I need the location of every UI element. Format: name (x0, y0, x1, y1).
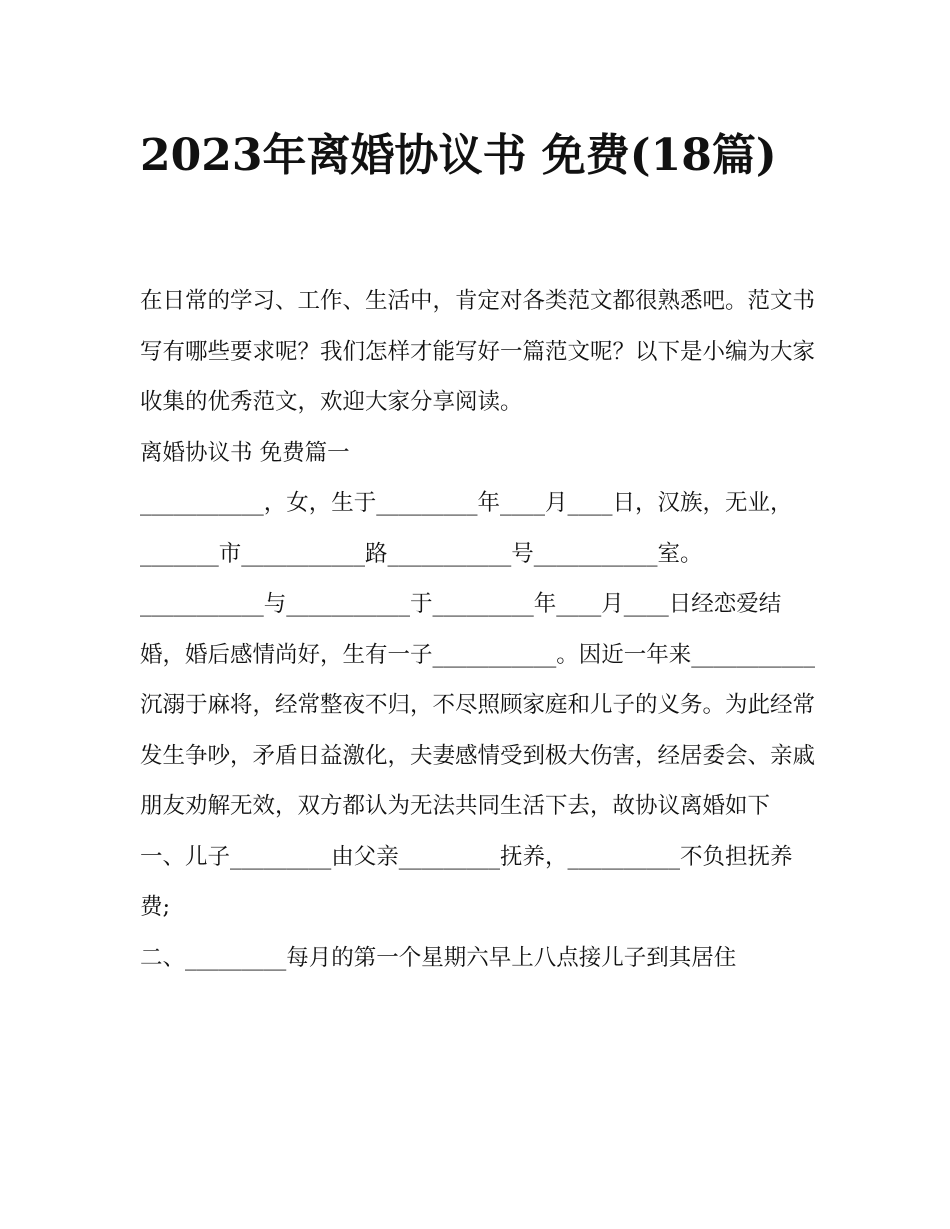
party-info-paragraph: ___________，女，生于_________年____月____日，汉族，无业，_______市___________路___________号___________室。 (140, 490, 793, 567)
clause-two-paragraph: 二、_________每月的第一个星期六早上八点接儿子到其居住 (140, 944, 737, 971)
marriage-background-paragraph: ___________与___________于_________年____月____日经恋爱结婚，婚后感情尚好，生有一子___________。因近一年来___________沉溺于麻将，经常整夜不归，不尽照顾家庭和儿子的义务。为此经常发生争吵，矛盾日益激化，夫妻感情受到极大伤害，经居委会、亲戚朋友劝解无效，双方都认为无法共同生活下去，故协议离婚如下 (140, 591, 816, 819)
clause-one-paragraph: 一、儿子_________由父亲_________抚养，__________不负担抚养费; (140, 843, 793, 920)
document-body (140, 276, 820, 983)
intro-paragraph: 在日常的学习、工作、生活中，肯定对各类范文都很熟悉吧。范文书写有哪些要求呢？我们怎样才能写好一篇范文呢？以下是小编为大家收集的优秀范文，欢迎大家分享阅读。 (140, 288, 816, 415)
document-title: 2023年离婚协议书 免费(18篇) (140, 130, 777, 181)
section-heading: 离婚协议书 免费篇一 (140, 439, 350, 466)
